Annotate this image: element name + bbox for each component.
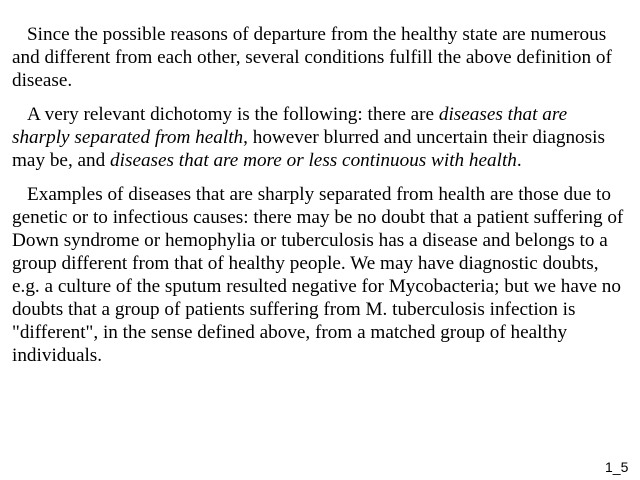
paragraph-text: .	[516, 150, 522, 171]
document-body	[12, 23, 624, 378]
italic-phrase-continuous: diseases that are more or less continuous with health	[110, 150, 517, 171]
paragraph-text: A very relevant dichotomy is the following: there are	[27, 104, 439, 125]
paragraph-text: Examples of diseases that are sharply separated from health are those due to genetic or to infectious causes: there may be no doubt that a patient suffering of Down syndrome or hemophylia or tuberculosis has a disease and belongs to a group different from that of healthy people. We may have diagnostic doubts, e.g. a culture of the sputum resulted negative for Mycobacteria; but we have no doubts that a group of patients suffering from M. tuberculosis infection is "different", in the sense defined above, from a matched group of healthy individuals.	[12, 184, 624, 366]
page-number: 1_5	[605, 459, 629, 475]
paragraph-disease-definition	[12, 23, 624, 92]
paragraph-text: , however blurred and uncertain their diagnosis may be, and	[12, 127, 605, 171]
paragraph-dichotomy	[12, 103, 624, 172]
paragraph-examples	[12, 183, 624, 367]
paragraph-text: Since the possible reasons of departure from the healthy state are numerous and different from each other, several conditions fulfill the above definition of disease.	[12, 24, 612, 91]
italic-phrase-separated: diseases that are sharply separated from health	[12, 104, 568, 148]
